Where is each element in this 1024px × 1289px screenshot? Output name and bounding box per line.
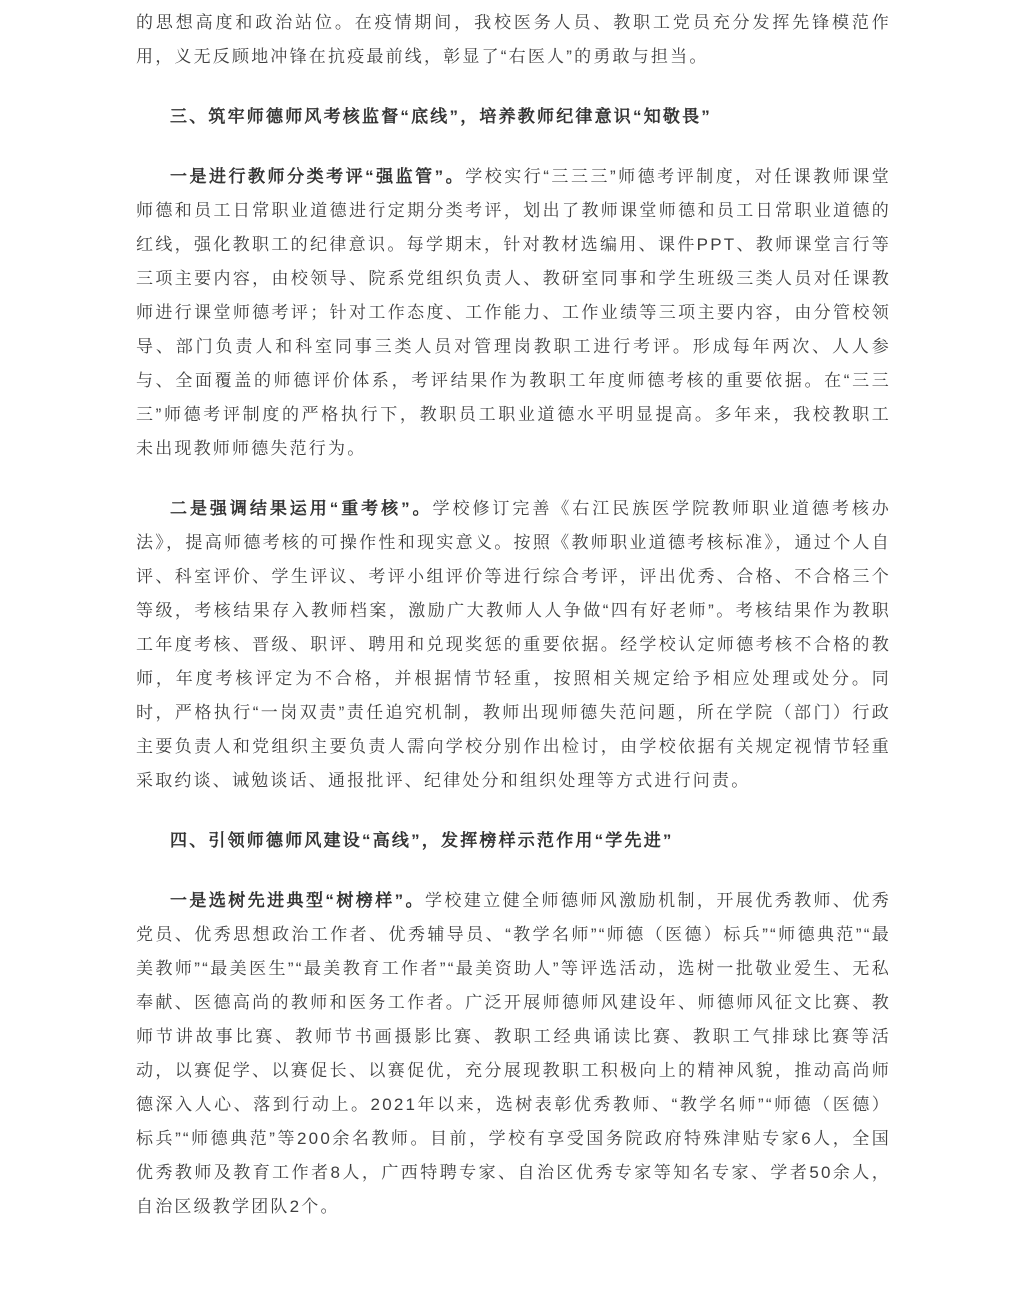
section-heading-three: 三、筑牢师德师风考核监督“底线”，培养教师纪律意识“知敬畏” [170, 107, 712, 126]
body-paragraph [136, 160, 891, 466]
paragraph-lead-bold: 一是进行教师分类考评“强监管”。 [170, 167, 466, 186]
paragraph-lead-bold: 二是强调结果运用“重考核”。 [170, 499, 433, 518]
paragraph-lead-bold: 一是选树先进典型“树榜样”。 [170, 891, 425, 910]
section-heading-four: 四、引领师德师风建设“高线”，发挥榜样示范作用“学先进” [170, 831, 674, 850]
paragraph-text: 学校修订完善《右江民族医学院教师职业道德考核办法》，提高师德考核的可操作性和现实意义。按照《教师职业道德考核标准》，通过个人自评、科室评价、学生评议、考评小组评价等进行综合考评，评出优秀、合格、不合格三个等级，考核结果存入教师档案，激励广大教师人人争做“四有好老师”。考核结果作为教职工年度考核、晋级、职评、聘用和兑现奖惩的重要依据。经学校认定师德考核不合格的教师，年度考核评定为不合格，并根据情节轻重，按照相关规定给予相应处理或处分。同时，严格执行“一岗双责”责任追究机制，教师出现师德失范问题，所在学院（部门）行政主要负责人和党组织主要负责人需向学校分别作出检讨，由学校依据有关规定视情节轻重采取约谈、诫勉谈话、通报批评、纪律处分和组织处理等方式进行问责。 [136, 499, 891, 790]
paragraph-text: 学校实行“三三三”师德考评制度，对任课教师课堂师德和员工日常职业道德进行定期分类考评，划出了教师课堂师德和员工日常职业道德的红线，强化教职工的纪律意识。每学期末，针对教材选编用、课件PPT、教师课堂言行等三项主要内容，由校领导、院系党组织负责人、教研室同事和学生班级三类人员对任课教师进行课堂师德考评；针对工作态度、工作能力、工作业绩等三项主要内容，由分管校领导、部门负责人和科室同事三类人员对管理岗教职工进行考评。形成每年两次、人人参与、全面覆盖的师德评价体系，考评结果作为教职工年度师德考核的重要依据。在“三三三”师德考评制度的严格执行下，教职员工职业道德水平明显提高。多年来，我校教职工未出现教师师德失范行为。 [136, 167, 891, 458]
body-paragraph [136, 492, 891, 798]
body-paragraph-continuation: 的思想高度和政治站位。在疫情期间，我校医务人员、教职工党员充分发挥先锋模范作用，义无反顾地冲锋在抗疫最前线，彰显了“右医人”的勇敢与担当。 [136, 13, 891, 66]
paragraph-text: 学校建立健全师德师风激励机制，开展优秀教师、优秀党员、优秀思想政治工作者、优秀辅导员、“教学名师”“师德（医德）标兵”“师德典范”“最美教师”“最美医生”“最美教育工作者”“最美资助人”等评选活动，选树一批敬业爱生、无私奉献、医德高尚的教师和医务工作者。广泛开展师德师风建设年、师德师风征文比赛、教师节讲故事比赛、教师节书画摄影比赛、教职工经典诵读比赛、教职工气排球比赛等活动，以赛促学、以赛促长、以赛促优，充分展现教职工积极向上的精神风貌，推动高尚师德深入人心、落到行动上。2021年以来，选树表彰优秀教师、“教学名师”“师德（医德）标兵”“师德典范”等200余名教师。目前，学校有享受国务院政府特殊津贴专家6人，全国优秀教师及教育工作者8人，广西特聘专家、自治区优秀专家等知名专家、学者50余人，自治区级教学团队2个。 [136, 891, 891, 1216]
article-body [136, 6, 891, 1224]
body-paragraph [136, 884, 891, 1224]
